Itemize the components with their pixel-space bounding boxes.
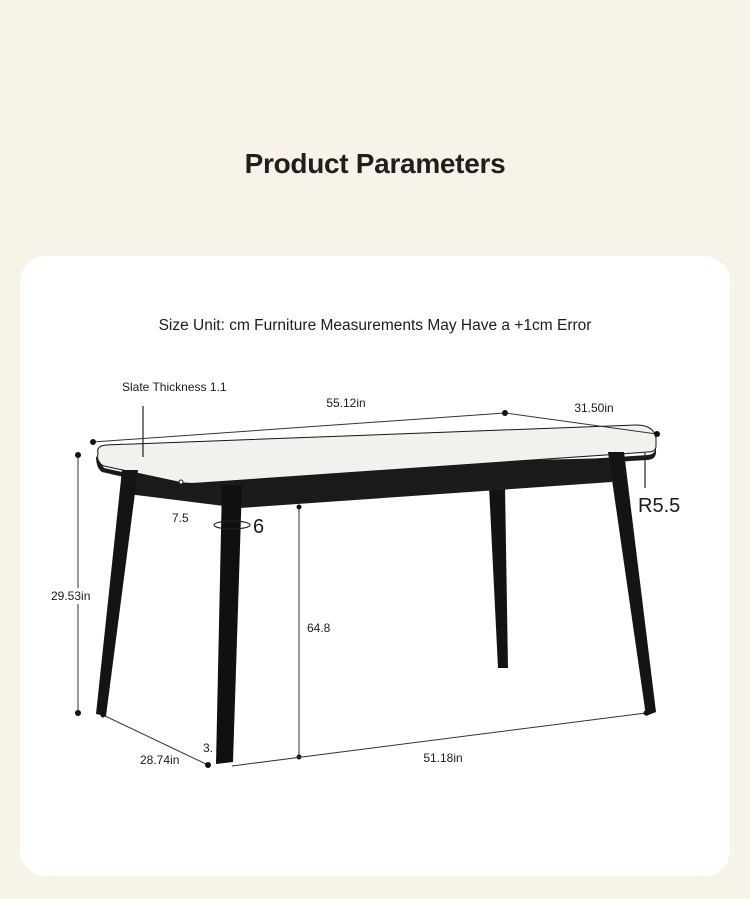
top-width-label: 31.50in: [574, 401, 614, 415]
page-title: Product Parameters: [244, 148, 506, 179]
total-height-label: 29.53in: [51, 589, 91, 603]
base-width-label: 28.74in: [140, 753, 180, 767]
table-leg-back-right: [489, 486, 508, 668]
leg-diameter-label: 6: [253, 516, 265, 538]
slate-thickness-label: Slate Thickness 1.1: [122, 380, 227, 394]
table-leg-front-left: [96, 470, 138, 716]
apron-height-label: 7.5: [172, 511, 189, 525]
top-length-label: 55.12in: [326, 396, 366, 410]
table-leg-front-center: [216, 485, 242, 764]
base-length-label: 51.18in: [423, 751, 463, 765]
size-unit-note: Size Unit: cm Furniture Measurements May Have a +1cm Error: [158, 317, 592, 334]
corner-radius-label: R5.5: [638, 495, 681, 517]
leg-foot-label: 3.: [203, 741, 214, 755]
under-clearance-label: 64.8: [307, 621, 331, 635]
table-leg-front-right: [608, 452, 656, 716]
